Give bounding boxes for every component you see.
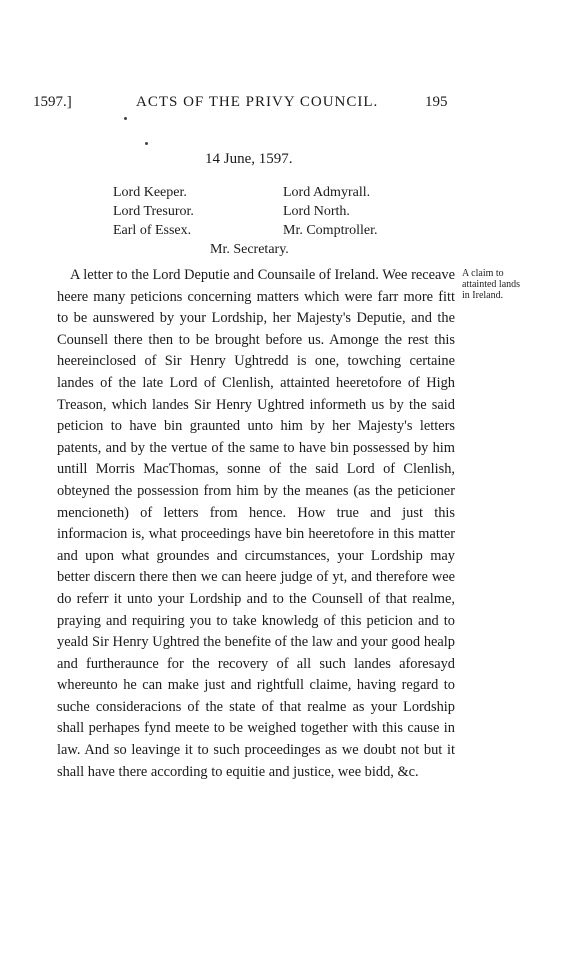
running-header	[33, 94, 448, 114]
attendee-right-1: Lord Admyrall.	[283, 185, 371, 200]
attendee-center: Mr. Secretary.	[210, 242, 289, 257]
attendee-right-2: Lord North.	[283, 204, 350, 219]
header-year: 1597.]	[33, 94, 72, 110]
header-title: ACTS OF THE PRIVY COUNCIL.	[136, 94, 379, 110]
ink-speck	[124, 117, 127, 120]
attendee-left-3: Earl of Essex.	[113, 223, 192, 238]
letter-body: A letter to the Lord Deputie and Counsaile of Ireland. Wee receave heere many peticions concerning matters which were farr more fitt to be aunswered by your Lordship, her Majesty's Deputie, and the Counsell there then to be brought before us. Amonge the rest this heereinclosed of Sir Henry Ughtredd is one, towching certaine landes of the late Lord of Clenlish, attainted heeretofore of High Treason, which landes Sir Henry Ughtred informeth us by the said peticion to have bin graunted unto him by her Majesty's letters patents, and by the vertue of the same to have bin possessed by him untill Morris MacThomas, sonne of the said Lord of Clenlish, obteyned the possession from him by the meanes (as the peticioner mencioneth) of letters from hence. How true and just this informacion is, what proceedings have bin heeretofore in this matter and upon what groundes and circumstances, your Lordship may better discern there then we can heere judge of yt, and therefore wee do referr it unto your Lordship and to the Counsell of that realme, praying and requiring you to take knowledg of this peticion and to yeald Sir Henry Ughtred the benefite of the law and your good healp and furtheraunce for the recovery of all such landes aforesayd whereunto he can make just and rightfull claime, having regard to suche consideracions of the state of that realme as your Lordship shall perhapes fynd meete to be weighed together with this cause in law. And so leavinge it to such proceedinges as we doubt not but it shall have there according to equitie and justice, wee bidd, &c.	[57, 267, 455, 780]
attendee-left-1: Lord Keeper.	[113, 185, 187, 200]
attendee-left-2: Lord Tresuror.	[113, 204, 194, 219]
page-number: 195	[425, 94, 448, 110]
ink-speck	[145, 142, 148, 145]
attendee-right-3: Mr. Comptroller.	[283, 223, 378, 238]
margin-note: A claim to attainted lands in Ireland.	[462, 268, 521, 301]
meeting-date: 14 June, 1597.	[205, 151, 293, 167]
